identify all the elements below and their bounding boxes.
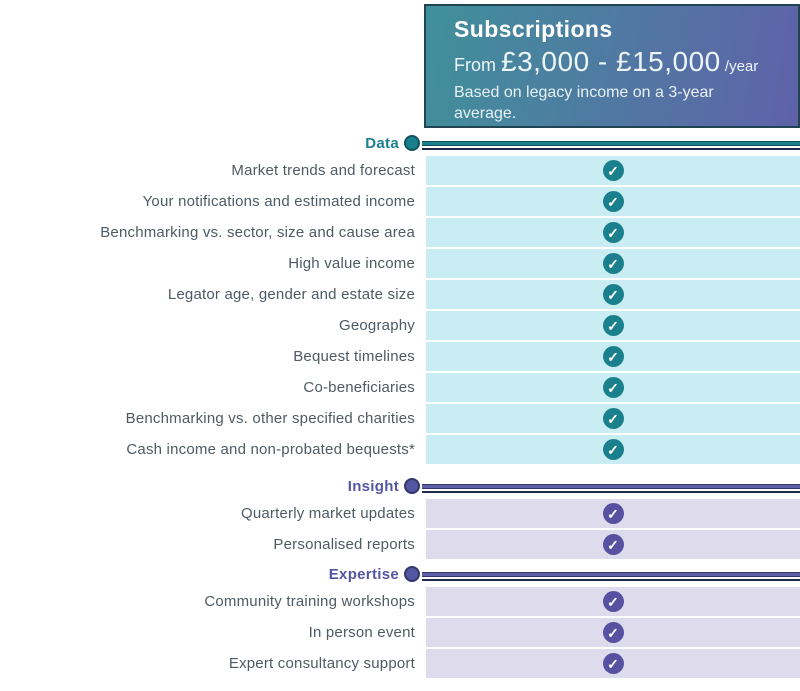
section-rows <box>0 499 800 559</box>
feature-cell <box>426 435 800 464</box>
feature-label: Your notifications and estimated income <box>142 193 415 210</box>
feature-label: Quarterly market updates <box>240 505 415 522</box>
feature-label: Community training workshops <box>204 593 415 610</box>
section-rows <box>0 156 800 464</box>
check-icon: ✓ <box>603 622 624 643</box>
feature-row <box>0 435 800 464</box>
section-label: Insight <box>347 477 399 495</box>
section-rule <box>422 484 800 489</box>
section-rule <box>422 572 800 577</box>
check-icon: ✓ <box>603 503 624 524</box>
check-icon: ✓ <box>603 439 624 460</box>
price-range: £3,000 - £15,000 <box>501 46 721 77</box>
section-rows <box>0 587 800 678</box>
check-icon: ✓ <box>603 315 624 336</box>
feature-row <box>0 249 800 278</box>
section-header <box>0 134 800 152</box>
feature-label: Legator age, gender and estate size <box>167 286 415 303</box>
feature-label: Co-beneficiaries <box>303 379 415 396</box>
feature-row <box>0 218 800 247</box>
check-icon: ✓ <box>603 591 624 612</box>
feature-row <box>0 587 800 616</box>
section-data <box>0 134 800 464</box>
section-header <box>0 565 800 583</box>
feature-cell <box>426 530 800 559</box>
feature-cell <box>426 156 800 185</box>
section-dot-icon <box>404 135 420 151</box>
check-icon: ✓ <box>603 377 624 398</box>
feature-row <box>0 373 800 402</box>
feature-label: Benchmarking vs. other specified charities <box>125 410 415 427</box>
check-icon: ✓ <box>603 253 624 274</box>
feature-cell <box>426 649 800 678</box>
card-description: Based on legacy income on a 3-year average. <box>454 84 714 123</box>
feature-cell <box>426 404 800 433</box>
feature-label: High value income <box>288 255 415 272</box>
section-dot-icon <box>404 478 420 494</box>
section-insight <box>0 477 800 559</box>
feature-sections <box>0 134 800 680</box>
section-label: Expertise <box>328 565 399 583</box>
feature-row <box>0 156 800 185</box>
check-icon: ✓ <box>603 534 624 555</box>
subscription-card <box>424 4 800 128</box>
feature-label: Benchmarking vs. sector, size and cause area <box>100 224 415 241</box>
check-icon: ✓ <box>603 408 624 429</box>
section-header <box>0 477 800 495</box>
section-expertise <box>0 565 800 678</box>
feature-row <box>0 404 800 433</box>
feature-cell <box>426 280 800 309</box>
feature-row <box>0 530 800 559</box>
section-dot-icon <box>404 566 420 582</box>
feature-label: Expert consultancy support <box>228 655 415 672</box>
feature-cell <box>426 187 800 216</box>
price-prefix: From <box>454 55 501 75</box>
price-suffix: /year <box>720 58 759 75</box>
feature-label: Geography <box>338 317 415 334</box>
check-icon: ✓ <box>603 346 624 367</box>
feature-cell <box>426 587 800 616</box>
section-rule <box>422 141 800 146</box>
section-label: Data <box>365 134 399 152</box>
feature-row <box>0 187 800 216</box>
feature-label: Bequest timelines <box>293 348 415 365</box>
check-icon: ✓ <box>603 284 624 305</box>
feature-label: In person event <box>308 624 415 641</box>
check-icon: ✓ <box>603 653 624 674</box>
card-price <box>454 46 788 78</box>
feature-row <box>0 618 800 647</box>
check-icon: ✓ <box>603 191 624 212</box>
feature-row <box>0 280 800 309</box>
feature-cell <box>426 218 800 247</box>
feature-label: Market trends and forecast <box>231 162 415 179</box>
feature-row <box>0 342 800 371</box>
check-icon: ✓ <box>603 160 624 181</box>
feature-row <box>0 499 800 528</box>
check-icon: ✓ <box>603 222 624 243</box>
feature-cell <box>426 249 800 278</box>
feature-label: Cash income and non-probated bequests* <box>126 441 415 458</box>
feature-cell <box>426 618 800 647</box>
feature-cell <box>426 311 800 340</box>
feature-cell <box>426 373 800 402</box>
card-title: Subscriptions <box>454 16 613 42</box>
feature-cell <box>426 342 800 371</box>
feature-row <box>0 311 800 340</box>
feature-label: Personalised reports <box>273 536 415 553</box>
feature-cell <box>426 499 800 528</box>
feature-row <box>0 649 800 678</box>
